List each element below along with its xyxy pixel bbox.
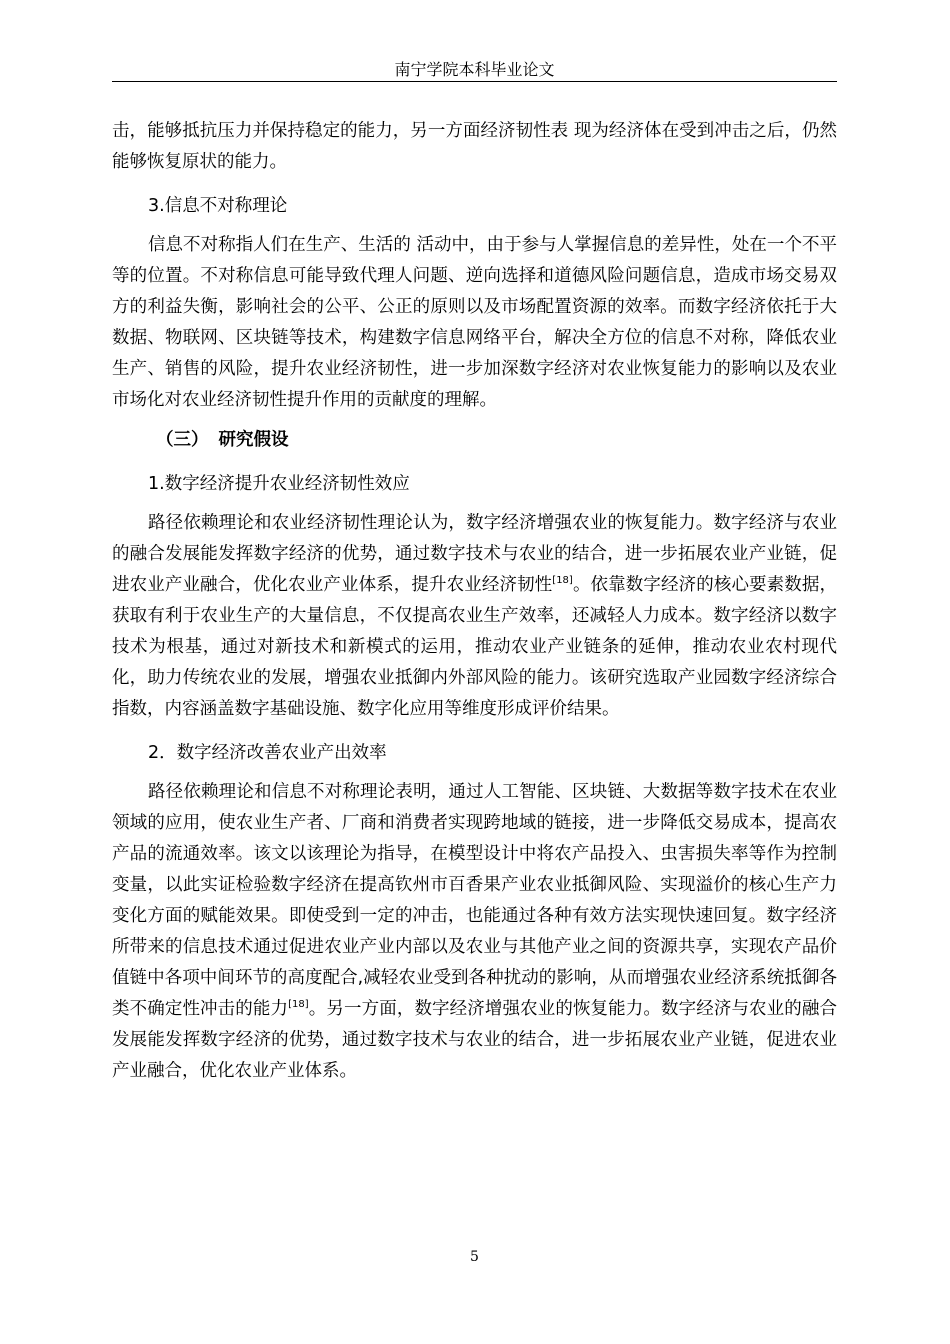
section-heading xyxy=(112,425,837,456)
paragraph-information-asymmetry: 信息不对称指人们在生产、生活的 活动中，由于参与人掌握信息的差异性，处在一个不平等的位置。不对称信息可能导致代理人问题、逆向选择和道德风险问题信息，造成市场交易双方的利益失衡，影响社会的公平、公正的原则以及市场配置资源的效率。而数字经济依托于大数据、物联网、区块链等技术，构建数字信息网络平台，解决全方位的信息不对称，降低农业生产、销售的风险，提升农业经济韧性，进一步加深数字经济对农业恢复能力的影响以及农业市场化对农业经济韧性提升作用的贡献度的理解。 xyxy=(112,235,837,410)
paragraph-hypothesis-2-part-b: 。另一方面，数字经济增强农业的恢复能力。数字经济与农业的融合发展能发挥数字经济的优势，通过数字技术与农业的结合，进一步拓展农业产业链，促进农业产业融合，优化农业产业体系。 xyxy=(112,999,838,1081)
running-header: 南宁学院本科毕业论文 xyxy=(394,60,555,79)
paragraph-hypothesis-2-part-a: 路径依赖理论和信息不对称理论表明，通过人工智能、区块链、大数据等数字技术在农业领域的应用，使农业生产者、厂商和消费者实现跨地域的链接，进一步降低交易成本，提高农产品的流通效率。该文以该理论为指导，在模型设计中将农产品投入、虫害损失率等作为控制变量，以此实证检验数字经济在提高钦州市百香果产业农业抵御风险、实现溢价的核心生产力变化方面的赋能效果。即使受到一定的冲击，也能通过各种有效方法实现快速回复。数字经济所带来的信息技术通过促进农业产业内部以及农业与其他产业之间的资源共享，实现农产品价值链中各项中间环节的高度配合,减轻农业受到各种扰动的影响，从而增强农业经济系统抵御各类不确定性冲击的能力 xyxy=(112,782,837,1019)
section-number: （三） xyxy=(156,430,209,450)
subheading-information-asymmetry: 3.信息不对称理论 xyxy=(148,196,288,216)
paragraph-hypothesis-1-part-b: 。依靠数字经济的核心要素数据，获取有利于农业生产的大量信息，不仅提高农业生产效率，还减轻人力成本。数字经济以数字技术为根基，通过对新技术和新模式的运用，推动农业产业链条的延伸，推动农业农村现代化，助力传统农业的发展，增强农业抵御内外部风险的能力。该研究选取产业园数字经济综合指数，内容涵盖数字基础设施、数字化应用等维度形成评价结果。 xyxy=(112,575,838,719)
header-rule xyxy=(112,81,837,82)
body-text xyxy=(112,116,837,1087)
paragraph-hypothesis-1-part-a: 路径依赖理论和农业经济韧性理论认为，数字经济增强农业的恢复能力。数字经济与农业的融合发展能发挥数字经济的优势，通过数字技术与农业的结合，进一步拓展农业产业链，促进农业产业融合，优化农业产业体系，提升农业经济韧性 xyxy=(112,513,837,595)
paragraph-hypothesis-1 xyxy=(112,508,837,725)
subheading-hypothesis-1: 1.数字经济提升农业经济韧性效应 xyxy=(148,474,410,494)
page-number: 5 xyxy=(470,1249,479,1265)
citation-ref: [18] xyxy=(288,999,309,1010)
citation-ref: [18] xyxy=(552,575,573,586)
paragraph-hypothesis-2 xyxy=(112,777,837,1087)
subheading-hypothesis-2: 2．数字经济改善农业产出效率 xyxy=(148,743,387,763)
paragraph-continued: 击，能够抵抗压力并保持稳定的能力，另一方面经济韧性表 现为经济体在受到冲击之后，仍然能够恢复原状的能力。 xyxy=(112,121,837,172)
section-title: 研究假设 xyxy=(218,430,289,450)
